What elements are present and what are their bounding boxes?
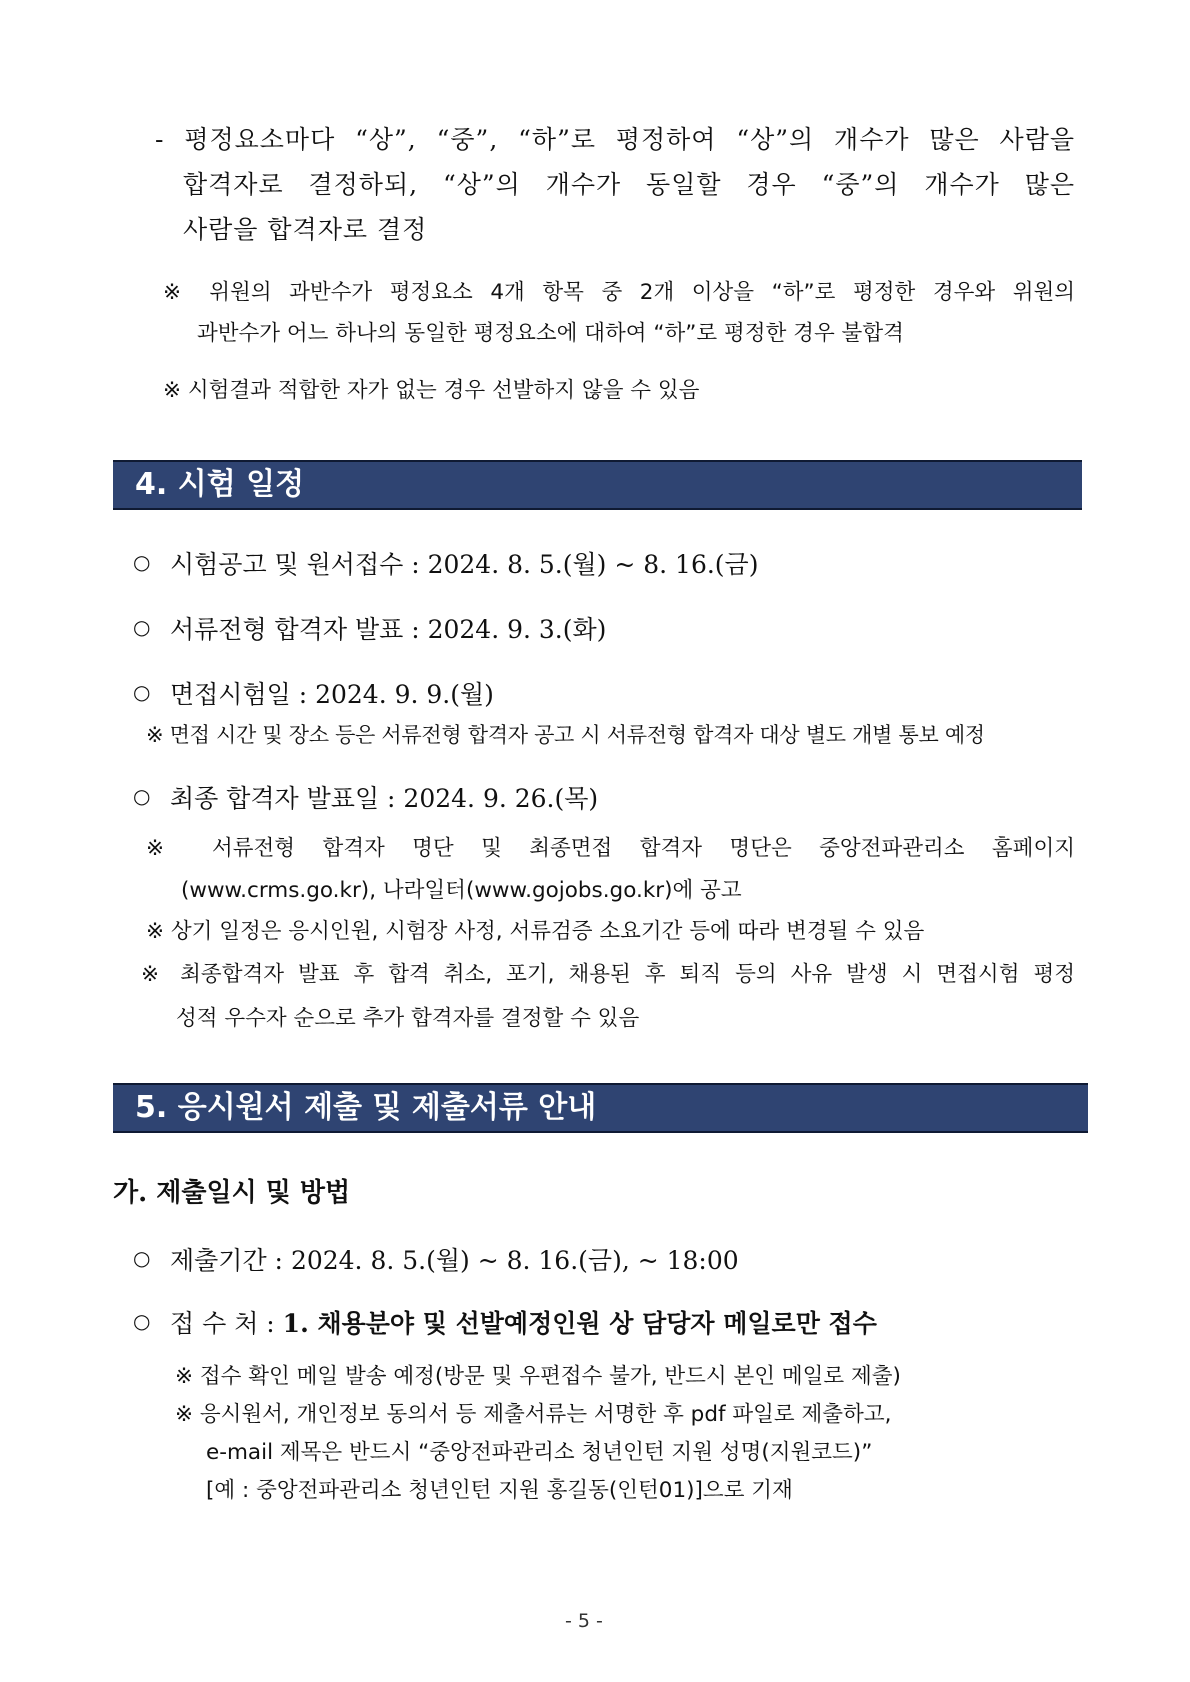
submission-note-1: ※ 접수 확인 메일 발송 예정(방문 및 우편접수 불가, 반드시 본인 메일로 제출) xyxy=(175,1364,901,1389)
section-5-subheading: 가. 제출일시 및 방법 xyxy=(113,1178,351,1208)
bullet-icon: ○ xyxy=(133,1246,151,1270)
schedule-item-application: 시험공고 및 원서접수 : 2024. 8. 5.(월) ~ 8. 16.(금) xyxy=(170,550,759,579)
schedule-note-3: ※ 최종합격자 발표 후 합격 취소, 포기, 채용된 후 퇴직 등의 사유 발생 시 면접시험 평정 xyxy=(141,962,1075,987)
schedule-note-3-cont: 성적 우수자 순으로 추가 합격자를 결정할 수 있음 xyxy=(176,1006,640,1031)
criteria-line-2: 합격자로 결정하되, “상”의 개수가 동일할 경우 “중”의 개수가 많은 xyxy=(183,170,1075,199)
submission-note-2-cont: e-mail 제목은 반드시 “중앙전파관리소 청년인턴 지원 성명(지원코드)” xyxy=(206,1440,873,1465)
schedule-item-final-result: 최종 합격자 발표일 : 2024. 9. 26.(목) xyxy=(170,784,599,813)
section-5-title: 5. 응시원서 제출 및 제출서류 안내 xyxy=(135,1090,597,1125)
submission-note-2-example: [예 : 중앙전파관리소 청년인턴 지원 홍길동(인턴01)]으로 기재 xyxy=(206,1478,793,1503)
bullet-icon: ○ xyxy=(133,1309,151,1333)
schedule-item-interview: 면접시험일 : 2024. 9. 9.(월) xyxy=(170,680,494,709)
section-4-title: 4. 시험 일정 xyxy=(135,467,305,502)
submission-receipt: 접 수 처 : 1. 채용분야 및 선발예정인원 상 담당자 메일로만 접수 xyxy=(170,1309,877,1338)
submission-period: 제출기간 : 2024. 8. 5.(월) ~ 8. 16.(금), ~ 18:00 xyxy=(170,1246,739,1275)
schedule-item-document-result: 서류전형 합격자 발표 : 2024. 9. 3.(화) xyxy=(170,615,607,644)
fail-note-line-2: 과반수가 어느 하나의 동일한 평정요소에 대하여 “하”로 평정한 경우 불합격 xyxy=(197,321,904,346)
schedule-note-1: ※ 서류전형 합격자 명단 및 최종면접 합격자 명단은 중앙전파관리소 홈페이지 xyxy=(146,836,1075,861)
schedule-note-2: ※ 상기 일정은 응시인원, 시험장 사정, 서류검증 소요기간 등에 따라 변경될 수 있음 xyxy=(146,919,925,944)
bullet-icon: ○ xyxy=(133,680,151,704)
fail-note-line-1: ※ 위원의 과반수가 평정요소 4개 항목 중 2개 이상을 “하”로 평정한 경우와 위원의 xyxy=(163,280,1075,305)
section-4-header xyxy=(113,460,1082,510)
criteria-line-3: 사람을 합격자로 결정 xyxy=(183,215,428,244)
criteria-line-1: - 평정요소마다 “상”, “중”, “하”로 평정하여 “상”의 개수가 많은 사람을 xyxy=(155,125,1075,154)
schedule-note-1-cont: (www.crms.go.kr), 나라일터(www.gojobs.go.kr)에 공고 xyxy=(181,878,742,903)
section-5-header xyxy=(113,1083,1088,1133)
no-select-note: ※ 시험결과 적합한 자가 없는 경우 선발하지 않을 수 있음 xyxy=(163,378,700,403)
bullet-icon: ○ xyxy=(133,550,151,574)
page-number: - 5 - xyxy=(565,1610,603,1632)
bullet-icon: ○ xyxy=(133,784,151,808)
interview-note: ※ 면접 시간 및 장소 등은 서류전형 합격자 공고 시 서류전형 합격자 대상 별도 개별 통보 예정 xyxy=(146,723,985,747)
bullet-icon: ○ xyxy=(133,615,151,639)
submission-note-2: ※ 응시원서, 개인정보 동의서 등 제출서류는 서명한 후 pdf 파일로 제출하고, xyxy=(175,1402,892,1427)
